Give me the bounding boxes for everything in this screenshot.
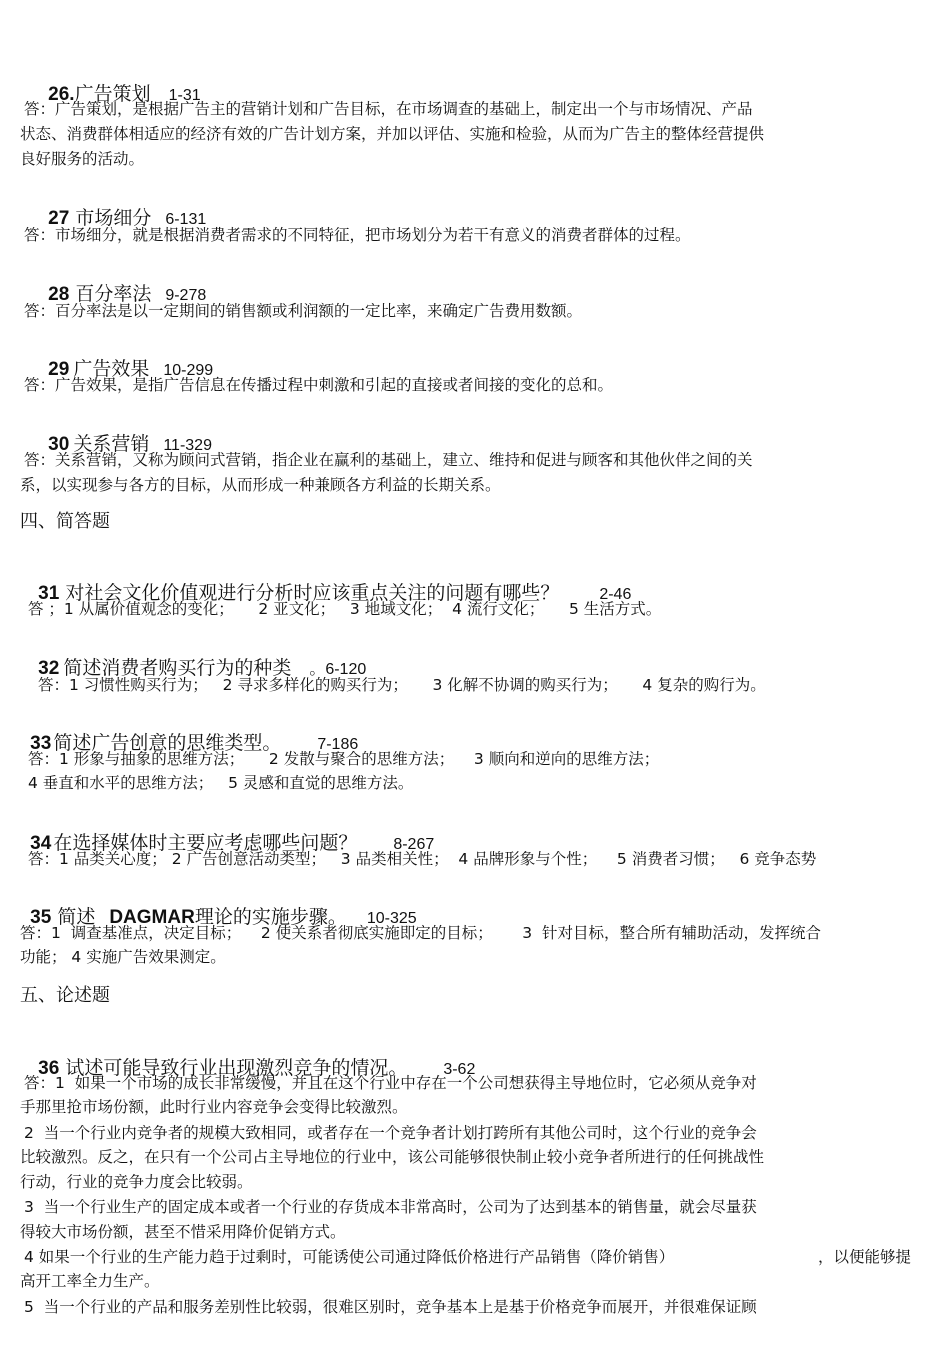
question-title-prefix: 简述 [57,906,96,929]
answer-line: 答：1 调查基准点，决定目标； 2 使关系者彻底实施即定的目标； 3 针对目标，整合所有辅助活动，发挥统合 [20,924,821,942]
page-reference: 9-278 [165,287,207,305]
answer-line: 答 ；1 从属价值观念的变化； 2 亚文化； 3 地域文化； 4 流行文化； 5 生活方式。 [28,600,662,618]
answer-line: 答：广告策划，是根据广告主的营销计划和广告目标，在市场调查的基础上，制定出一个与市场情况、产品 [24,100,753,118]
question-title: 在选择媒体时主要应考虑哪些问题？ [53,832,358,855]
answer-line: 答：1 形象与抽象的思维方法； 2 发散与聚合的思维方法； 3 顺向和逆向的思维方法； [28,750,660,768]
question-title: 试述可能导致行业出现激烈竞争的情况。 [65,1057,408,1080]
page-reference: 。6-120 [309,661,367,679]
question-title-acronym: DAGMAR [109,907,195,929]
answer-line-continued: ，以便能够提 [818,1248,912,1266]
answer-line: 答：市场细分，就是根据消费者需求的不同特征，把市场划分为若干有意义的消费者群体的过程。 [24,226,691,244]
question-title: 广告效果 [73,358,150,381]
question-number: 36 [38,1058,60,1080]
question-heading [28,638,366,681]
question-number: 34 [30,833,52,855]
answer-line: 5 当一个行业的产品和服务差别性比较弱，很难区别时，竞争基本上是基于价格竞争而展开，并很难保证顾 [24,1298,757,1316]
page-reference: 10-325 [366,910,417,928]
question-title: 对社会文化价值观进行分析时应该重点关注的问题有哪些？ [65,582,560,605]
question-title: 市场细分 [75,207,152,230]
question-number: 32 [38,658,60,680]
question-title-suffix: 理论的实施步骤。 [194,906,347,929]
question-number: 26. [48,84,75,106]
question-number: 31 [38,583,60,605]
answer-line: 答：1 习惯性购买行为； 2 寻求多样化的购买行为； 3 化解不协调的购买行为； 4 复杂的购行为。 [38,676,766,694]
question-number: 35 [30,907,52,929]
answer-line: 手那里抢市场份额，此时行业内容竞争会变得比较激烈。 [20,1098,408,1116]
answer-line: 良好服务的活动。 [20,150,145,168]
answer-line: 得较大市场份额，甚至不惜采用降价促销方式。 [20,1223,346,1241]
answer-line: 比较激烈。反之，在只有一个公司占主导地位的行业中，该公司能够很快制止较小竞争者所进行的任何挑战性 [20,1148,765,1166]
page-reference: 2-46 [599,586,632,604]
question-title: 百分率法 [75,283,152,306]
question-heading [38,188,206,231]
question-title: 关系营销 [73,433,150,456]
answer-line: 行动，行业的竞争力度会比较弱。 [20,1173,253,1191]
page-reference: 10-299 [163,362,214,380]
question-number: 29 [48,359,70,381]
answer-line: 功能； 4 实施广告效果测定。 [20,948,226,966]
page-reference: 8-267 [393,836,435,854]
answer-line: 高开工率全力生产。 [20,1272,160,1290]
answer-line: 答：关系营销，又称为顾问式营销，指企业在赢利的基础上，建立、维持和促进与顾客和其他伙伴之间的关 [24,451,753,469]
answer-line: 状态、消费群体相适应的经济有效的广告计划方案，并加以评估、实施和检验，从而为广告主的整体经营提供 [20,125,765,143]
answer-line: 4 如果一个行业的生产能力趋于过剩时，可能诱使公司通过降低价格进行产品销售（降价销售） [24,1248,675,1266]
answer-line: 答：1 品类关心度； 2 广告创意活动类型； 3 品类相关性； 4 品牌形象与个性； 5 消费者习惯； 6 竞争态势 [28,850,817,868]
question-heading [38,264,206,307]
question-title: 简述消费者购买行为的种类 [63,657,292,680]
question-title: 广告策划 [74,83,151,106]
page-reference: 7-186 [317,736,359,754]
question-number: 30 [48,434,70,456]
question-number: 27 [48,208,70,230]
answer-line: 系，以实现参与各方的目标，从而形成一种兼顾各方利益的长期关系。 [20,476,501,494]
answer-line: 4 垂直和水平的思维方法； 5 灵感和直觉的思维方法。 [28,774,414,792]
answer-line: 答：1 如果一个市场的成长非常缓慢，并且在这个行业中存在一个公司想获得主导地位时，它必须从竞争对 [24,1074,757,1092]
answer-line: 答：百分率法是以一定期间的销售额或利润额的一定比率，来确定广告费用数额。 [24,302,583,320]
answer-line: 2 当一个行业内竞争者的规模大致相同，或者存在一个竞争者计划打跨所有其他公司时，这个行业的竞争会 [24,1124,757,1142]
page-reference: 3-62 [443,1061,476,1079]
question-number: 33 [30,733,52,755]
page-reference: 6-131 [165,211,207,229]
answer-line: 3 当一个行业生产的固定成本或者一个行业的存货成本非常高时，公司为了达到基本的销售量，就会尽量获 [24,1198,757,1216]
page-reference: 11-329 [163,437,212,455]
page-reference: 1-31 [168,87,201,105]
section-heading: 四、简答题 [20,511,110,532]
question-number: 28 [48,284,70,306]
answer-line: 答：广告效果，是指广告信息在传播过程中刺激和引起的直接或者间接的变化的总和。 [24,376,614,394]
section-heading: 五、论述题 [20,985,110,1006]
question-title: 简述广告创意的思维类型。 [53,732,282,755]
